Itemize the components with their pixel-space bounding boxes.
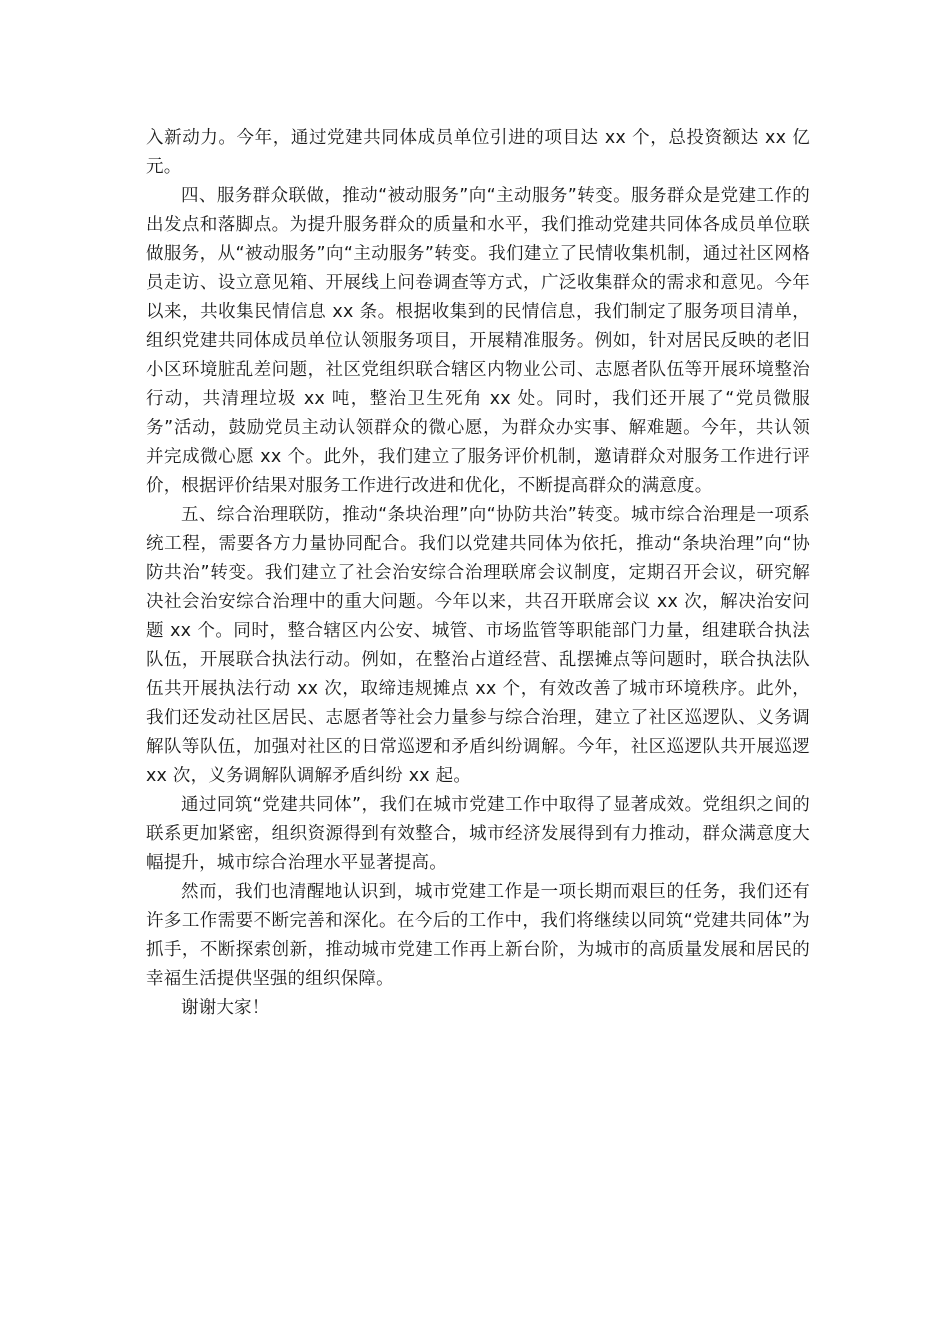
paragraph-service-masses: 四、服务群众联做，推动“被动服务”向“主动服务”转变。服务群众是党建工作的出发点和落脚点。为提升服务群众的质量和水平，我们推动党建共同体各成员单位联做服务，从“被动服务”向“主动服务”转变。我们建立了民情收集机制，通过社区网格员走访、设立意见箱、开展线上问卷调查等方式，广泛收集群众的需求和意见。今年以来，共收集民情信息 xx 条。根据收集到的民情信息，我们制定了服务项目清单，组织党建共同体成员单位认领服务项目，开展精准服务。例如，针对居民反映的老旧小区环境脏乱差问题，社区党组织联合辖区内物业公司、志愿者队伍等开展环境整治行动，共清理垃圾 xx 吨，整治卫生死角 xx 处。同时，我们还开展了“党员微服务”活动，鼓励党员主动认领群众的微心愿，为群众办实事、解难题。今年，共认领并完成微心愿 xx 个。此外，我们建立了服务评价机制，邀请群众对服务工作进行评价，根据评价结果对服务工作进行改进和优化，不断提高群众的满意度。 [146, 186, 810, 496]
paragraph-thanks: 谢谢大家！ [181, 998, 270, 1018]
paragraph-achievements: 通过同筑“党建共同体”，我们在城市党建工作中取得了显著成效。党组织之间的联系更加紧密，组织资源得到有效整合，城市经济发展得到有力推动，群众满意度大幅提升，城市综合治理水平显著提高。 [146, 795, 810, 873]
paragraph-outlook: 然而，我们也清醒地认识到，城市党建工作是一项长期而艰巨的任务，我们还有许多工作需要不断完善和深化。在今后的工作中，我们将继续以同筑“党建共同体”为抓手，不断探索创新，推动城市党建工作再上新台阶，为城市的高质量发展和居民的幸福生活提供坚强的组织保障。 [146, 882, 810, 989]
document-body [146, 124, 810, 1023]
paragraph-continuation: 入新动力。今年，通过党建共同体成员单位引进的项目达 xx 个，总投资额达 xx 亿元。 [146, 128, 810, 177]
paragraph-comprehensive-governance: 五、综合治理联防，推动“条块治理”向“协防共治”转变。城市综合治理是一项系统工程，需要各方力量协同配合。我们以党建共同体为依托，推动“条块治理”向“协防共治”转变。我们建立了社会治安综合治理联席会议制度，定期召开会议，研究解决社会治安综合治理中的重大问题。今年以来，共召开联席会议 xx 次，解决治安问题 xx 个。同时，整合辖区内公安、城管、市场监管等职能部门力量，组建联合执法队伍，开展联合执法行动。例如，在整治占道经营、乱摆摊点等问题时，联合执法队伍共开展执法行动 xx 次，取缔违规摊点 xx 个，有效改善了城市环境秩序。此外，我们还发动社区居民、志愿者等社会力量参与综合治理，建立了社区巡逻队、义务调解队等队伍，加强对社区的日常巡逻和矛盾纠纷调解。今年，社区巡逻队共开展巡逻 xx 次，义务调解队调解矛盾纠纷 xx 起。 [146, 505, 810, 786]
